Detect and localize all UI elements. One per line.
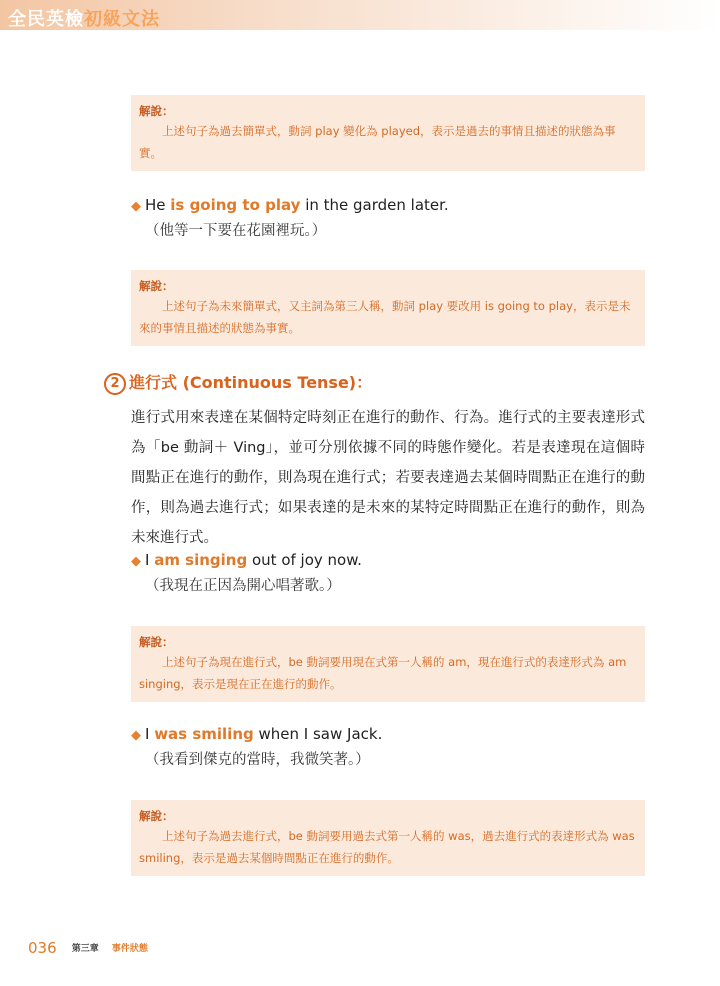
example-text-after: when I saw Jack.: [253, 725, 383, 743]
book-title-part2: 初級文法: [84, 9, 160, 30]
chapter-label: 第三章: [71, 944, 99, 954]
explanation-box: [131, 95, 645, 171]
diamond-bullet-icon: ◆: [131, 554, 141, 569]
section-body-paragraph: 進行式用來表達在某個特定時刻正在進行的動作、行為。進行式的主要表達形式為「be 動詞＋ Ving」，並可分別依據不同的時態作變化。若是表達現在這個時間點正在進行的動作，則為現在進行式；若要表達過去某個時間點正在進行的動作，則為過去進行式；如果表達的是未來的某特定時間點正在進行的動作，則為未來進行式。: [131, 410, 645, 546]
page-number: 036: [28, 939, 57, 957]
explanation-box: [131, 270, 645, 346]
example-sentence: [131, 548, 651, 598]
explanation-text: 上述句子為過去簡單式，動詞 play 變化為 played，表示是過去的事情且描述的狀態為事實。: [139, 124, 616, 160]
example-translation: （我現在正因為開心唱著歌。）: [145, 578, 341, 594]
explanation-box: [131, 626, 645, 702]
example-text-before: I: [145, 551, 155, 569]
diamond-bullet-icon: ◆: [131, 199, 141, 214]
example-highlight: am singing: [154, 551, 248, 569]
page-footer: [28, 938, 148, 957]
section-number-circle-icon: 2: [104, 373, 126, 395]
diamond-bullet-icon: ◆: [131, 728, 141, 743]
explanation-label: 解說：: [139, 104, 174, 118]
example-sentence: [131, 193, 651, 243]
example-text-before: I: [145, 725, 155, 743]
header-band: [0, 0, 720, 30]
explanation-text: 上述句子為過去進行式，be 動詞要用過去式第一人稱的 was，過去進行式的表達形式為 was smiling，表示是過去某個時間點正在進行的動作。: [139, 829, 635, 865]
example-sentence: [131, 722, 651, 772]
example-highlight: is going to play: [170, 196, 301, 214]
book-title-part1: 全民英檢: [8, 9, 84, 30]
book-title: [8, 5, 160, 31]
explanation-text: 上述句子為未來簡單式，又主詞為第三人稱，動詞 play 要改用 is going to play，表示是未來的事情且描述的狀態為事實。: [139, 299, 631, 335]
example-text-after: in the garden later.: [300, 196, 449, 214]
explanation-label: 解說：: [139, 809, 174, 823]
example-translation: （我看到傑克的當時，我微笑著。）: [145, 752, 370, 768]
explanation-text: 上述句子為現在進行式，be 動詞要用現在式第一人稱的 am，現在進行式的表達形式為 am singing，表示是現在正在進行的動作。: [139, 655, 627, 691]
example-highlight: was smiling: [154, 725, 254, 743]
explanation-label: 解說：: [139, 279, 174, 293]
chapter-title: 事件狀態: [111, 944, 148, 954]
example-text-after: out of joy now.: [247, 551, 362, 569]
explanation-box: [131, 800, 645, 876]
explanation-label: 解說：: [139, 635, 174, 649]
section-title: [104, 370, 372, 395]
section-title-text: 進行式 (Continuous Tense)：: [129, 373, 373, 392]
example-translation: （他等一下要在花園裡玩。）: [145, 223, 327, 239]
example-text-before: He: [145, 196, 171, 214]
